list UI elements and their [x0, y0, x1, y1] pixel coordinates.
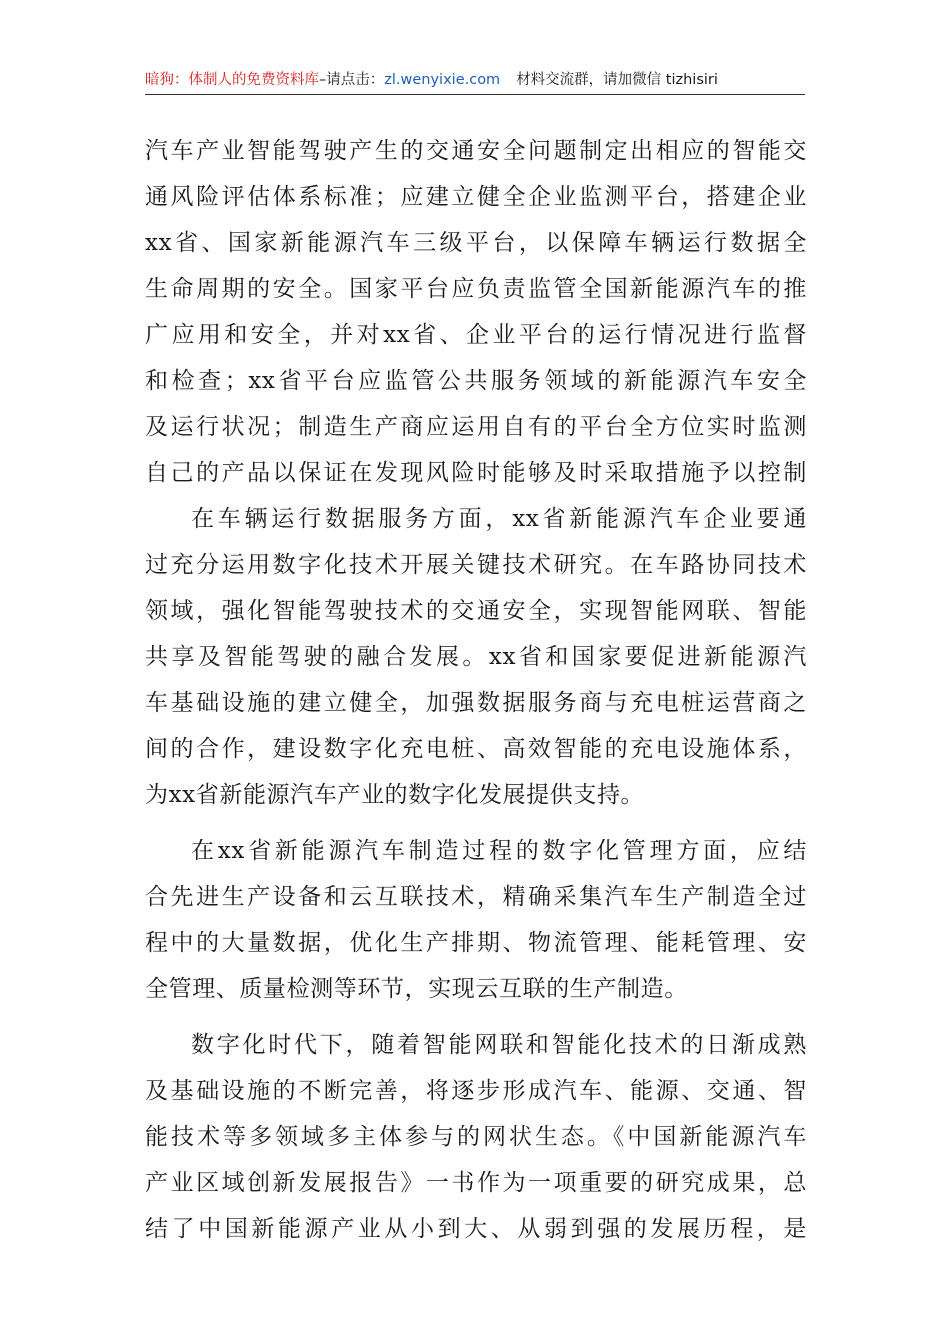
header-prompt: –请点击： [319, 72, 385, 88]
paragraph-line: 汽车产业智能驾驶产生的交通安全问题制定出相应的智能交 [145, 138, 807, 164]
paragraph-line: 过充分运用数字化技术开展关键技术研究。在车路协同技术 [145, 552, 807, 578]
paragraph-line: 及运行状况；制造生产商应运用自有的平台全方位实时监测 [145, 414, 807, 440]
paragraph-line: 生命周期的安全。国家平台应负责监管全国新能源汽车的推 [145, 276, 807, 302]
paragraph-line: 程中的大量数据，优化生产排期、物流管理、能耗管理、安 [145, 930, 807, 956]
paragraph-line: 及基础设施的不断完善，将逐步形成汽车、能源、交通、智 [145, 1078, 807, 1104]
paragraph-line: 车基础设施的建立健全，加强数据服务商与充电桩运营商之 [145, 690, 807, 716]
paragraph-line: 为xx省新能源汽车产业的数字化发展提供支持。 [145, 782, 645, 808]
paragraph-line: 领域，强化智能驾驶技术的交通安全，实现智能网联、智能 [145, 598, 807, 624]
paragraph-line: xx省、国家新能源汽车三级平台，以保障车辆运行数据全 [145, 230, 807, 256]
paragraph-line: 通风险评估体系标准；应建立健全企业监测平台，搭建企业 [145, 184, 807, 210]
page-header [145, 68, 805, 95]
header-brand: 暗狗：体制人的免费资料库 [145, 72, 319, 88]
paragraph-line: 间的合作，建设数字化充电桩、高效智能的充电设施体系， [145, 736, 807, 762]
paragraph-line: 在xx省新能源汽车制造过程的数字化管理方面，应结 [191, 838, 807, 864]
paragraph-line: 和检查；xx省平台应监管公共服务领域的新能源汽车安全 [145, 368, 807, 394]
paragraph-line: 全管理、质量检测等环节，实现云互联的生产制造。 [145, 976, 688, 1002]
paragraph-line: 结了中国新能源产业从小到大、从弱到强的发展历程，是 [145, 1216, 807, 1242]
paragraph-line: 合先进生产设备和云互联技术，精确采集汽车生产制造全过 [145, 884, 807, 910]
paragraph-line: 能技术等多领域多主体参与的网状生态。《中国新能源汽车 [145, 1124, 807, 1150]
paragraph-line: 自己的产品以保证在发现风险时能够及时采取措施予以控制 [145, 460, 807, 486]
paragraph-line: 共享及智能驾驶的融合发展。xx省和国家要促进新能源汽 [145, 644, 807, 670]
paragraph-line: 产业区域创新发展报告》一书作为一项重要的研究成果，总 [145, 1170, 807, 1196]
header-url-link[interactable]: zl.wenyixie.com [384, 72, 501, 88]
header-group-info: 材料交流群，请加微信 tizhisiri [516, 72, 718, 88]
paragraph-line: 广应用和安全，并对xx省、企业平台的运行情况进行监督 [145, 322, 807, 348]
paragraph-line: 数字化时代下，随着智能网联和智能化技术的日渐成熟 [191, 1032, 807, 1058]
document-body [145, 128, 807, 1252]
paragraph-line: 在车辆运行数据服务方面，xx省新能源汽车企业要通 [191, 506, 807, 532]
